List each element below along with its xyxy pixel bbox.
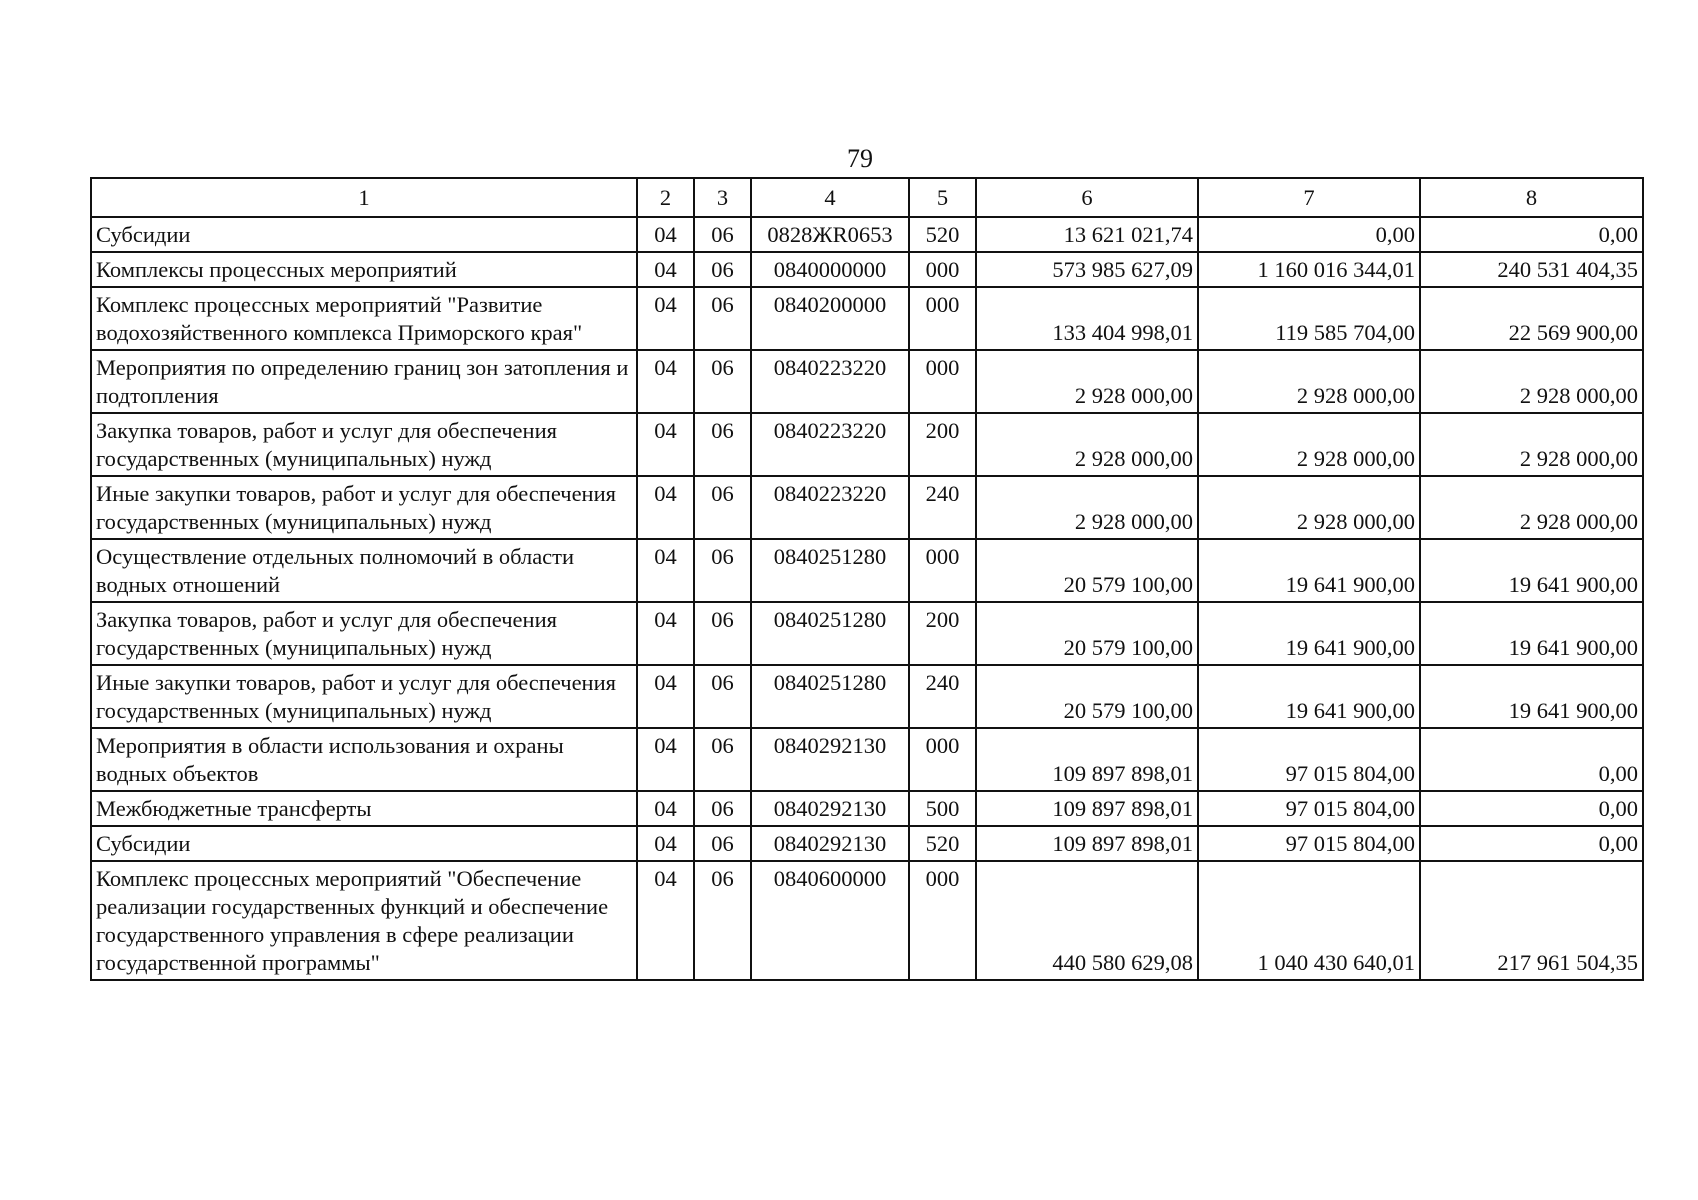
expense-type-cell: 000 [909, 350, 976, 413]
table-row [91, 287, 1643, 350]
expense-type-cell: 520 [909, 826, 976, 861]
table-row [91, 861, 1643, 980]
section-code-cell: 04 [637, 602, 694, 665]
expense-type-cell: 000 [909, 252, 976, 287]
table-body [91, 217, 1643, 980]
table-row [91, 217, 1643, 252]
table-row [91, 602, 1643, 665]
subsection-code-cell: 06 [694, 350, 751, 413]
table-row [91, 413, 1643, 476]
expense-type-cell: 000 [909, 861, 976, 980]
expense-type-cell: 200 [909, 602, 976, 665]
section-code-cell: 04 [637, 539, 694, 602]
section-code-cell: 04 [637, 476, 694, 539]
amount-col6-cell: 440 580 629,08 [976, 861, 1198, 980]
amount-col7-cell: 19 641 900,00 [1198, 602, 1420, 665]
target-article-cell: 0840223220 [751, 350, 909, 413]
section-code-cell: 04 [637, 350, 694, 413]
table-row [91, 728, 1643, 791]
expense-type-cell: 500 [909, 791, 976, 826]
amount-col8-cell: 0,00 [1420, 791, 1643, 826]
amount-col6-cell: 133 404 998,01 [976, 287, 1198, 350]
amount-col8-cell: 22 569 900,00 [1420, 287, 1643, 350]
amount-col8-cell: 0,00 [1420, 826, 1643, 861]
section-code-cell: 04 [637, 287, 694, 350]
amount-col6-cell: 2 928 000,00 [976, 476, 1198, 539]
table-row [91, 791, 1643, 826]
amount-col8-cell: 2 928 000,00 [1420, 413, 1643, 476]
target-article-cell: 0840223220 [751, 476, 909, 539]
amount-col6-cell: 109 897 898,01 [976, 791, 1198, 826]
expense-name-cell: Субсидии [91, 217, 637, 252]
target-article-cell: 0840600000 [751, 861, 909, 980]
amount-col6-cell: 20 579 100,00 [976, 665, 1198, 728]
section-code-cell: 04 [637, 728, 694, 791]
amount-col7-cell: 2 928 000,00 [1198, 413, 1420, 476]
subsection-code-cell: 06 [694, 539, 751, 602]
expense-name-cell: Мероприятия по определению границ зон затопления и подтопления [91, 350, 637, 413]
section-code-cell: 04 [637, 791, 694, 826]
budget-table [90, 177, 1644, 981]
column-header: 3 [694, 178, 751, 217]
target-article-cell: 0840251280 [751, 665, 909, 728]
subsection-code-cell: 06 [694, 217, 751, 252]
expense-name-cell: Иные закупки товаров, работ и услуг для обеспечения государственных (муниципальных) нужд [91, 476, 637, 539]
expense-type-cell: 000 [909, 539, 976, 602]
expense-type-cell: 000 [909, 287, 976, 350]
amount-col6-cell: 20 579 100,00 [976, 602, 1198, 665]
expense-name-cell: Комплекс процессных мероприятий "Обеспечение реализации государственных функций и обеспечение государственного управления в сфере реализации государственной программы" [91, 861, 637, 980]
column-header: 8 [1420, 178, 1643, 217]
amount-col6-cell: 109 897 898,01 [976, 826, 1198, 861]
section-code-cell: 04 [637, 861, 694, 980]
column-header: 5 [909, 178, 976, 217]
amount-col7-cell: 2 928 000,00 [1198, 350, 1420, 413]
subsection-code-cell: 06 [694, 728, 751, 791]
column-header: 6 [976, 178, 1198, 217]
expense-name-cell: Закупка товаров, работ и услуг для обеспечения государственных (муниципальных) нужд [91, 602, 637, 665]
subsection-code-cell: 06 [694, 826, 751, 861]
subsection-code-cell: 06 [694, 861, 751, 980]
amount-col7-cell: 1 160 016 344,01 [1198, 252, 1420, 287]
amount-col8-cell: 2 928 000,00 [1420, 476, 1643, 539]
expense-name-cell: Закупка товаров, работ и услуг для обеспечения государственных (муниципальных) нужд [91, 413, 637, 476]
target-article-cell: 0840251280 [751, 602, 909, 665]
subsection-code-cell: 06 [694, 287, 751, 350]
target-article-cell: 0840292130 [751, 791, 909, 826]
column-header: 1 [91, 178, 637, 217]
table-row [91, 476, 1643, 539]
target-article-cell: 0828ЖR0653 [751, 217, 909, 252]
column-header: 2 [637, 178, 694, 217]
table-row [91, 539, 1643, 602]
amount-col6-cell: 20 579 100,00 [976, 539, 1198, 602]
target-article-cell: 0840251280 [751, 539, 909, 602]
amount-col8-cell: 19 641 900,00 [1420, 539, 1643, 602]
amount-col7-cell: 119 585 704,00 [1198, 287, 1420, 350]
subsection-code-cell: 06 [694, 602, 751, 665]
column-header: 4 [751, 178, 909, 217]
amount-col7-cell: 97 015 804,00 [1198, 728, 1420, 791]
amount-col6-cell: 109 897 898,01 [976, 728, 1198, 791]
amount-col7-cell: 19 641 900,00 [1198, 665, 1420, 728]
subsection-code-cell: 06 [694, 791, 751, 826]
target-article-cell: 0840292130 [751, 728, 909, 791]
amount-col8-cell: 19 641 900,00 [1420, 602, 1643, 665]
section-code-cell: 04 [637, 665, 694, 728]
amount-col8-cell: 0,00 [1420, 217, 1643, 252]
target-article-cell: 0840200000 [751, 287, 909, 350]
subsection-code-cell: 06 [694, 476, 751, 539]
column-header: 7 [1198, 178, 1420, 217]
amount-col7-cell: 2 928 000,00 [1198, 476, 1420, 539]
amount-col8-cell: 240 531 404,35 [1420, 252, 1643, 287]
subsection-code-cell: 06 [694, 413, 751, 476]
section-code-cell: 04 [637, 252, 694, 287]
expense-name-cell: Субсидии [91, 826, 637, 861]
target-article-cell: 0840000000 [751, 252, 909, 287]
expense-type-cell: 240 [909, 665, 976, 728]
expense-name-cell: Осуществление отдельных полномочий в области водных отношений [91, 539, 637, 602]
column-number-header-row [91, 178, 1643, 217]
page-number: 79 [847, 144, 873, 173]
amount-col8-cell: 217 961 504,35 [1420, 861, 1643, 980]
expense-type-cell: 200 [909, 413, 976, 476]
expense-type-cell: 000 [909, 728, 976, 791]
amount-col7-cell: 1 040 430 640,01 [1198, 861, 1420, 980]
amount-col7-cell: 0,00 [1198, 217, 1420, 252]
amount-col6-cell: 13 621 021,74 [976, 217, 1198, 252]
table-row [91, 350, 1643, 413]
section-code-cell: 04 [637, 413, 694, 476]
amount-col6-cell: 2 928 000,00 [976, 413, 1198, 476]
subsection-code-cell: 06 [694, 252, 751, 287]
amount-col6-cell: 2 928 000,00 [976, 350, 1198, 413]
expense-name-cell: Межбюджетные трансферты [91, 791, 637, 826]
table-row [91, 665, 1643, 728]
amount-col7-cell: 97 015 804,00 [1198, 826, 1420, 861]
expense-name-cell: Иные закупки товаров, работ и услуг для обеспечения государственных (муниципальных) нужд [91, 665, 637, 728]
target-article-cell: 0840292130 [751, 826, 909, 861]
section-code-cell: 04 [637, 826, 694, 861]
expense-name-cell: Комплекс процессных мероприятий "Развитие водохозяйственного комплекса Приморского края" [91, 287, 637, 350]
amount-col8-cell: 2 928 000,00 [1420, 350, 1643, 413]
amount-col7-cell: 19 641 900,00 [1198, 539, 1420, 602]
expense-type-cell: 240 [909, 476, 976, 539]
subsection-code-cell: 06 [694, 665, 751, 728]
target-article-cell: 0840223220 [751, 413, 909, 476]
expense-name-cell: Мероприятия в области использования и охраны водных объектов [91, 728, 637, 791]
amount-col8-cell: 19 641 900,00 [1420, 665, 1643, 728]
amount-col7-cell: 97 015 804,00 [1198, 791, 1420, 826]
amount-col8-cell: 0,00 [1420, 728, 1643, 791]
expense-type-cell: 520 [909, 217, 976, 252]
expense-name-cell: Комплексы процессных мероприятий [91, 252, 637, 287]
table-row [91, 252, 1643, 287]
section-code-cell: 04 [637, 217, 694, 252]
table-row [91, 826, 1643, 861]
amount-col6-cell: 573 985 627,09 [976, 252, 1198, 287]
